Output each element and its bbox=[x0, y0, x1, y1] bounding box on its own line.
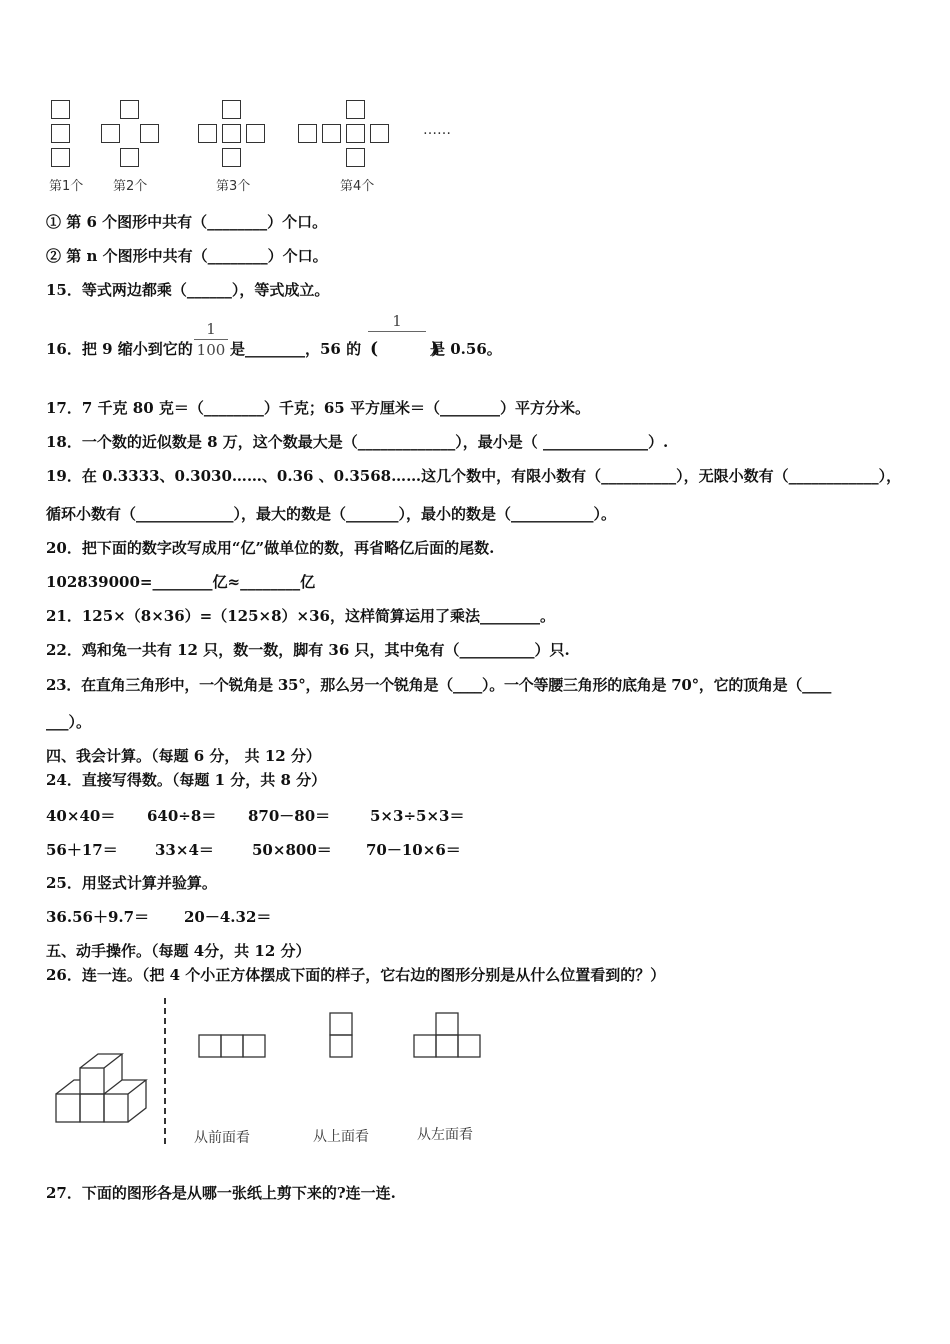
cube-face bbox=[56, 1094, 80, 1122]
calc-item: 40×40＝ bbox=[46, 807, 116, 825]
calc-item: 70－10×6＝ bbox=[366, 841, 461, 859]
cube-face bbox=[80, 1068, 104, 1094]
question-17: 17．7 千克 80 克＝（________）千克；65 平方厘米＝（________）平方分米。 bbox=[46, 399, 590, 417]
view-label-left: 从左面看 bbox=[417, 1127, 473, 1143]
square bbox=[346, 100, 365, 119]
square bbox=[222, 124, 241, 143]
cube-edge bbox=[104, 1080, 146, 1094]
square bbox=[101, 124, 120, 143]
square bbox=[222, 100, 241, 119]
ellipsis: …… bbox=[423, 122, 451, 138]
section-4-title: 四、我会计算。（每题 6 分， 共 12 分） bbox=[46, 747, 321, 765]
question-14b: ② 第 n 个图形中共有（________）个口。 bbox=[46, 247, 328, 265]
figure-caption: 第1个 bbox=[49, 179, 84, 194]
calc-item: 33×4＝ bbox=[155, 841, 214, 859]
calc-item: 870－80＝ bbox=[248, 807, 331, 825]
square bbox=[51, 100, 70, 119]
square bbox=[120, 100, 139, 119]
square bbox=[346, 124, 365, 143]
question-22: 22．鸡和兔一共有 12 只，数一数，脚有 36 只，其中兔有（__________）只. bbox=[46, 641, 570, 659]
figure-caption: 第2个 bbox=[113, 179, 148, 194]
square bbox=[322, 124, 341, 143]
square bbox=[246, 124, 265, 143]
fraction-denominator: 100 bbox=[196, 341, 226, 359]
square bbox=[120, 148, 139, 167]
question-23a: 23．在直角三角形中，一个锐角是 35°，那么另一个锐角是（____）。一个等腰三角形的底角是 70°，它的顶角是（____ bbox=[46, 676, 832, 694]
question-27: 27．下面的图形各是从哪一张纸上剪下来的?连一连. bbox=[46, 1184, 396, 1202]
view-left-drawing bbox=[414, 1013, 480, 1057]
view-front-drawing bbox=[199, 1035, 265, 1057]
question-26: 26．连一连。（把 4 个小正方体摆成下面的样子，它右边的图形分别是从什么位置看到的？） bbox=[46, 966, 666, 984]
fraction-numerator: 1 bbox=[206, 320, 216, 338]
q16-part2: 是________，56 的 bbox=[230, 340, 362, 358]
calc-item: 20－4.32＝ bbox=[184, 908, 272, 926]
question-14a: ① 第 6 个图形中共有（________）个口。 bbox=[46, 213, 328, 231]
figure-caption: 第3个 bbox=[216, 179, 251, 194]
view-label-front: 从前面看 bbox=[194, 1130, 250, 1146]
section-5-title: 五、动手操作。（每题 4分，共 12 分） bbox=[46, 942, 311, 960]
calc-item: 50×800＝ bbox=[252, 841, 332, 859]
question-20: 20．把下面的数字改写成用“亿”做单位的数，再省略亿后面的尾数. bbox=[46, 539, 495, 557]
question-20b: 102839000=________亿≈________亿 bbox=[46, 573, 316, 591]
question-21: 21．125×（8×36）=（125×8）×36，这样简算运用了乘法________。 bbox=[46, 607, 555, 625]
question-24: 24．直接写得数。（每题 1 分，共 8 分） bbox=[46, 771, 327, 789]
fraction-1-100 bbox=[194, 320, 228, 359]
question-25: 25．用竖式计算并验算。 bbox=[46, 874, 217, 892]
cube-stack-drawing bbox=[56, 1054, 146, 1122]
fraction-blank bbox=[368, 312, 426, 333]
question-18: 18．一个数的近似数是 8 万，这个数最大是（_____________），最小是（ ______________）. bbox=[46, 433, 669, 451]
fraction-blank-parens: ( ) bbox=[370, 339, 440, 359]
q16-part1: 16．把 9 缩小到它的 bbox=[46, 340, 193, 358]
calc-item: 640÷8＝ bbox=[147, 807, 217, 825]
square bbox=[51, 124, 70, 143]
question-15: 15．等式两边都乘（______），等式成立。 bbox=[46, 281, 330, 299]
fraction-numerator: 1 bbox=[392, 312, 402, 330]
question-23b: ___）。 bbox=[46, 713, 92, 731]
square bbox=[198, 124, 217, 143]
cube-edge bbox=[80, 1054, 122, 1068]
view-top-drawing bbox=[330, 1013, 352, 1057]
calc-item: 5×3÷5×3＝ bbox=[370, 807, 465, 825]
q16-part3: 是 0.56。 bbox=[430, 340, 502, 358]
square bbox=[140, 124, 159, 143]
calc-item: 56＋17＝ bbox=[46, 841, 118, 859]
fraction-bar bbox=[368, 331, 426, 332]
cube-face bbox=[104, 1094, 128, 1122]
square bbox=[298, 124, 317, 143]
square bbox=[51, 148, 70, 167]
cube-edge bbox=[56, 1080, 80, 1094]
cube-face bbox=[80, 1094, 104, 1122]
figure-caption: 第4个 bbox=[340, 179, 375, 194]
square bbox=[222, 148, 241, 167]
question-19a: 19．在 0.3333、0.3030……、0.36 、0.3568……这几个数中，有限小数有（__________），无限小数有（____________）， bbox=[46, 467, 902, 485]
square bbox=[370, 124, 389, 143]
square bbox=[346, 148, 365, 167]
calc-item: 36.56＋9.7＝ bbox=[46, 908, 150, 926]
view-label-top: 从上面看 bbox=[313, 1129, 369, 1145]
fraction-bar bbox=[194, 339, 228, 340]
question-19b: 循环小数有（_____________），最大的数是（_______），最小的数是（___________）。 bbox=[46, 505, 617, 523]
